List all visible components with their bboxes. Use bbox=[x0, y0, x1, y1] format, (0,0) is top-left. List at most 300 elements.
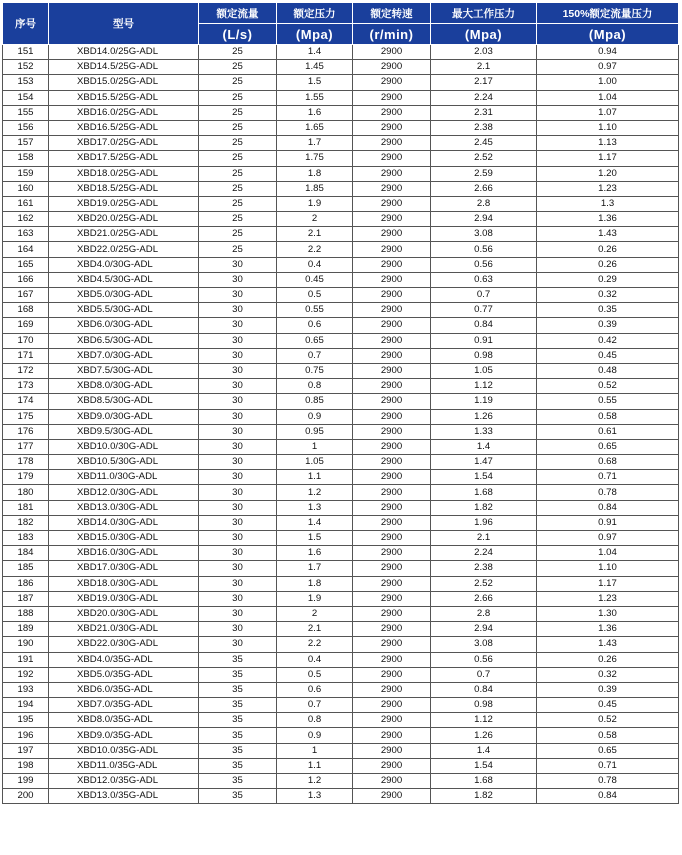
cell-pressure-150: 0.71 bbox=[537, 470, 679, 485]
cell-index: 173 bbox=[3, 379, 49, 394]
cell-speed: 2900 bbox=[353, 455, 431, 470]
cell-flow: 35 bbox=[199, 743, 277, 758]
cell-model: XBD11.0/30G-ADL bbox=[49, 470, 199, 485]
cell-max-pressure: 2.59 bbox=[431, 166, 537, 181]
table-row bbox=[3, 652, 679, 667]
cell-index: 199 bbox=[3, 774, 49, 789]
table-row bbox=[3, 272, 679, 287]
cell-pressure-150: 0.52 bbox=[537, 713, 679, 728]
cell-pressure: 2.1 bbox=[277, 227, 353, 242]
cell-speed: 2900 bbox=[353, 470, 431, 485]
cell-pressure: 1.3 bbox=[277, 789, 353, 804]
cell-pressure-150: 1.43 bbox=[537, 637, 679, 652]
cell-flow: 25 bbox=[199, 212, 277, 227]
cell-index: 200 bbox=[3, 789, 49, 804]
cell-index: 188 bbox=[3, 606, 49, 621]
cell-max-pressure: 1.54 bbox=[431, 758, 537, 773]
cell-pressure-150: 0.65 bbox=[537, 439, 679, 454]
table-row bbox=[3, 713, 679, 728]
cell-pressure: 0.65 bbox=[277, 333, 353, 348]
table-row bbox=[3, 60, 679, 75]
cell-index: 162 bbox=[3, 212, 49, 227]
cell-flow: 30 bbox=[199, 409, 277, 424]
cell-pressure: 2.2 bbox=[277, 637, 353, 652]
header-speed-unit: (r/min) bbox=[353, 24, 431, 45]
cell-pressure-150: 0.71 bbox=[537, 758, 679, 773]
cell-pressure: 1.8 bbox=[277, 166, 353, 181]
cell-model: XBD9.0/30G-ADL bbox=[49, 409, 199, 424]
cell-model: XBD10.5/30G-ADL bbox=[49, 455, 199, 470]
cell-model: XBD9.5/30G-ADL bbox=[49, 424, 199, 439]
cell-flow: 25 bbox=[199, 227, 277, 242]
cell-pressure: 0.45 bbox=[277, 272, 353, 287]
cell-flow: 25 bbox=[199, 151, 277, 166]
cell-speed: 2900 bbox=[353, 151, 431, 166]
cell-pressure-150: 0.35 bbox=[537, 303, 679, 318]
table-row bbox=[3, 424, 679, 439]
cell-index: 177 bbox=[3, 439, 49, 454]
cell-flow: 30 bbox=[199, 561, 277, 576]
cell-speed: 2900 bbox=[353, 652, 431, 667]
table-row bbox=[3, 212, 679, 227]
cell-flow: 30 bbox=[199, 470, 277, 485]
table-row bbox=[3, 75, 679, 90]
cell-max-pressure: 1.33 bbox=[431, 424, 537, 439]
cell-pressure: 0.7 bbox=[277, 348, 353, 363]
table-row bbox=[3, 455, 679, 470]
cell-speed: 2900 bbox=[353, 439, 431, 454]
cell-pressure: 1.5 bbox=[277, 531, 353, 546]
cell-flow: 25 bbox=[199, 105, 277, 120]
cell-pressure: 1 bbox=[277, 743, 353, 758]
cell-speed: 2900 bbox=[353, 606, 431, 621]
table-row bbox=[3, 576, 679, 591]
cell-max-pressure: 1.82 bbox=[431, 789, 537, 804]
cell-index: 181 bbox=[3, 500, 49, 515]
cell-index: 175 bbox=[3, 409, 49, 424]
table-row bbox=[3, 698, 679, 713]
cell-index: 174 bbox=[3, 394, 49, 409]
cell-flow: 30 bbox=[199, 546, 277, 561]
cell-pressure: 2 bbox=[277, 212, 353, 227]
cell-pressure-150: 0.78 bbox=[537, 774, 679, 789]
cell-index: 197 bbox=[3, 743, 49, 758]
cell-index: 158 bbox=[3, 151, 49, 166]
cell-max-pressure: 3.08 bbox=[431, 637, 537, 652]
cell-flow: 25 bbox=[199, 136, 277, 151]
table-row bbox=[3, 409, 679, 424]
cell-speed: 2900 bbox=[353, 531, 431, 546]
cell-index: 172 bbox=[3, 363, 49, 378]
cell-flow: 30 bbox=[199, 318, 277, 333]
cell-pressure: 1.4 bbox=[277, 45, 353, 60]
header-flow-label: 额定流量 bbox=[199, 3, 277, 24]
cell-index: 159 bbox=[3, 166, 49, 181]
table-row bbox=[3, 561, 679, 576]
cell-flow: 35 bbox=[199, 667, 277, 682]
cell-max-pressure: 0.56 bbox=[431, 257, 537, 272]
cell-pressure: 1.5 bbox=[277, 75, 353, 90]
cell-pressure: 1.3 bbox=[277, 500, 353, 515]
table-row bbox=[3, 181, 679, 196]
cell-pressure: 1.45 bbox=[277, 60, 353, 75]
header-flow-unit: (L/s) bbox=[199, 24, 277, 45]
cell-model: XBD17.0/30G-ADL bbox=[49, 561, 199, 576]
cell-model: XBD22.0/30G-ADL bbox=[49, 637, 199, 652]
cell-index: 166 bbox=[3, 272, 49, 287]
cell-index: 171 bbox=[3, 348, 49, 363]
cell-index: 170 bbox=[3, 333, 49, 348]
cell-pressure-150: 0.26 bbox=[537, 257, 679, 272]
cell-pressure-150: 0.84 bbox=[537, 789, 679, 804]
cell-model: XBD7.5/30G-ADL bbox=[49, 363, 199, 378]
cell-max-pressure: 0.98 bbox=[431, 348, 537, 363]
cell-model: XBD18.0/30G-ADL bbox=[49, 576, 199, 591]
header-speed-label: 额定转速 bbox=[353, 3, 431, 24]
cell-max-pressure: 1.19 bbox=[431, 394, 537, 409]
cell-pressure-150: 1.43 bbox=[537, 227, 679, 242]
cell-pressure-150: 0.55 bbox=[537, 394, 679, 409]
cell-speed: 2900 bbox=[353, 546, 431, 561]
cell-max-pressure: 0.7 bbox=[431, 288, 537, 303]
cell-index: 153 bbox=[3, 75, 49, 90]
cell-flow: 35 bbox=[199, 713, 277, 728]
cell-speed: 2900 bbox=[353, 409, 431, 424]
cell-pressure-150: 1.10 bbox=[537, 561, 679, 576]
cell-speed: 2900 bbox=[353, 75, 431, 90]
cell-max-pressure: 1.54 bbox=[431, 470, 537, 485]
cell-speed: 2900 bbox=[353, 363, 431, 378]
header-pressure-150-label: 150%额定流量压力 bbox=[537, 3, 679, 24]
header-pressure-unit: (Mpa) bbox=[277, 24, 353, 45]
cell-flow: 30 bbox=[199, 288, 277, 303]
cell-speed: 2900 bbox=[353, 758, 431, 773]
cell-index: 180 bbox=[3, 485, 49, 500]
cell-speed: 2900 bbox=[353, 713, 431, 728]
table-row bbox=[3, 606, 679, 621]
table-row bbox=[3, 379, 679, 394]
cell-model: XBD18.5/25G-ADL bbox=[49, 181, 199, 196]
header-model: 型号 bbox=[49, 3, 199, 45]
cell-pressure: 1.2 bbox=[277, 774, 353, 789]
cell-flow: 30 bbox=[199, 637, 277, 652]
cell-pressure-150: 0.52 bbox=[537, 379, 679, 394]
cell-flow: 30 bbox=[199, 439, 277, 454]
cell-max-pressure: 2.17 bbox=[431, 75, 537, 90]
cell-index: 198 bbox=[3, 758, 49, 773]
header-max-pressure-unit: (Mpa) bbox=[431, 24, 537, 45]
cell-speed: 2900 bbox=[353, 789, 431, 804]
cell-pressure: 1.8 bbox=[277, 576, 353, 591]
cell-pressure-150: 0.97 bbox=[537, 531, 679, 546]
cell-flow: 30 bbox=[199, 348, 277, 363]
cell-model: XBD10.0/30G-ADL bbox=[49, 439, 199, 454]
cell-index: 183 bbox=[3, 531, 49, 546]
cell-index: 157 bbox=[3, 136, 49, 151]
cell-flow: 25 bbox=[199, 166, 277, 181]
cell-pressure-150: 0.91 bbox=[537, 515, 679, 530]
cell-pressure: 0.5 bbox=[277, 667, 353, 682]
cell-flow: 35 bbox=[199, 758, 277, 773]
table-row bbox=[3, 120, 679, 135]
table-row bbox=[3, 546, 679, 561]
cell-pressure: 2 bbox=[277, 606, 353, 621]
cell-pressure-150: 1.04 bbox=[537, 90, 679, 105]
cell-model: XBD13.0/30G-ADL bbox=[49, 500, 199, 515]
cell-model: XBD17.0/25G-ADL bbox=[49, 136, 199, 151]
cell-speed: 2900 bbox=[353, 212, 431, 227]
cell-speed: 2900 bbox=[353, 318, 431, 333]
cell-flow: 30 bbox=[199, 272, 277, 287]
cell-max-pressure: 0.56 bbox=[431, 652, 537, 667]
cell-pressure-150: 0.42 bbox=[537, 333, 679, 348]
cell-model: XBD12.0/30G-ADL bbox=[49, 485, 199, 500]
cell-speed: 2900 bbox=[353, 424, 431, 439]
cell-pressure: 0.8 bbox=[277, 713, 353, 728]
cell-model: XBD19.0/25G-ADL bbox=[49, 196, 199, 211]
cell-index: 185 bbox=[3, 561, 49, 576]
cell-pressure: 1.1 bbox=[277, 470, 353, 485]
cell-model: XBD5.0/30G-ADL bbox=[49, 288, 199, 303]
cell-index: 190 bbox=[3, 637, 49, 652]
cell-flow: 30 bbox=[199, 394, 277, 409]
table-row bbox=[3, 257, 679, 272]
cell-flow: 25 bbox=[199, 60, 277, 75]
cell-flow: 30 bbox=[199, 485, 277, 500]
cell-model: XBD14.5/25G-ADL bbox=[49, 60, 199, 75]
cell-speed: 2900 bbox=[353, 379, 431, 394]
cell-speed: 2900 bbox=[353, 105, 431, 120]
cell-index: 192 bbox=[3, 667, 49, 682]
cell-index: 178 bbox=[3, 455, 49, 470]
cell-speed: 2900 bbox=[353, 728, 431, 743]
cell-pressure-150: 1.04 bbox=[537, 546, 679, 561]
cell-max-pressure: 0.77 bbox=[431, 303, 537, 318]
cell-pressure: 1.6 bbox=[277, 546, 353, 561]
cell-pressure: 0.55 bbox=[277, 303, 353, 318]
table-row bbox=[3, 667, 679, 682]
cell-model: XBD6.0/35G-ADL bbox=[49, 682, 199, 697]
cell-flow: 25 bbox=[199, 90, 277, 105]
cell-max-pressure: 0.84 bbox=[431, 318, 537, 333]
cell-model: XBD19.0/30G-ADL bbox=[49, 591, 199, 606]
cell-flow: 30 bbox=[199, 606, 277, 621]
cell-model: XBD4.0/35G-ADL bbox=[49, 652, 199, 667]
cell-index: 156 bbox=[3, 120, 49, 135]
cell-pressure-150: 1.20 bbox=[537, 166, 679, 181]
cell-flow: 30 bbox=[199, 303, 277, 318]
table-row bbox=[3, 105, 679, 120]
cell-pressure-150: 1.36 bbox=[537, 622, 679, 637]
cell-pressure-150: 0.68 bbox=[537, 455, 679, 470]
cell-model: XBD14.0/25G-ADL bbox=[49, 45, 199, 60]
table-row bbox=[3, 485, 679, 500]
cell-index: 184 bbox=[3, 546, 49, 561]
cell-flow: 35 bbox=[199, 682, 277, 697]
table-row bbox=[3, 166, 679, 181]
cell-speed: 2900 bbox=[353, 181, 431, 196]
cell-pressure-150: 1.23 bbox=[537, 591, 679, 606]
table-row bbox=[3, 622, 679, 637]
table-row bbox=[3, 682, 679, 697]
cell-model: XBD15.0/25G-ADL bbox=[49, 75, 199, 90]
header-max-pressure-label: 最大工作压力 bbox=[431, 3, 537, 24]
header-index: 序号 bbox=[3, 3, 49, 45]
cell-max-pressure: 2.1 bbox=[431, 60, 537, 75]
cell-flow: 25 bbox=[199, 120, 277, 135]
cell-max-pressure: 3.08 bbox=[431, 227, 537, 242]
cell-index: 182 bbox=[3, 515, 49, 530]
cell-pressure-150: 0.26 bbox=[537, 242, 679, 257]
cell-max-pressure: 2.66 bbox=[431, 181, 537, 196]
table-row bbox=[3, 515, 679, 530]
cell-model: XBD15.5/25G-ADL bbox=[49, 90, 199, 105]
cell-model: XBD11.0/35G-ADL bbox=[49, 758, 199, 773]
cell-flow: 25 bbox=[199, 45, 277, 60]
cell-flow: 30 bbox=[199, 622, 277, 637]
cell-index: 189 bbox=[3, 622, 49, 637]
cell-pressure-150: 0.65 bbox=[537, 743, 679, 758]
cell-model: XBD21.0/30G-ADL bbox=[49, 622, 199, 637]
cell-index: 163 bbox=[3, 227, 49, 242]
cell-model: XBD8.0/30G-ADL bbox=[49, 379, 199, 394]
cell-flow: 30 bbox=[199, 515, 277, 530]
cell-speed: 2900 bbox=[353, 591, 431, 606]
cell-pressure: 2.2 bbox=[277, 242, 353, 257]
cell-model: XBD16.0/25G-ADL bbox=[49, 105, 199, 120]
cell-pressure: 1.55 bbox=[277, 90, 353, 105]
cell-flow: 35 bbox=[199, 789, 277, 804]
cell-max-pressure: 0.84 bbox=[431, 682, 537, 697]
cell-max-pressure: 2.31 bbox=[431, 105, 537, 120]
cell-index: 165 bbox=[3, 257, 49, 272]
cell-pressure: 2.1 bbox=[277, 622, 353, 637]
cell-speed: 2900 bbox=[353, 90, 431, 105]
cell-flow: 35 bbox=[199, 652, 277, 667]
cell-speed: 2900 bbox=[353, 698, 431, 713]
cell-model: XBD5.5/30G-ADL bbox=[49, 303, 199, 318]
cell-pressure: 0.4 bbox=[277, 257, 353, 272]
cell-max-pressure: 1.68 bbox=[431, 774, 537, 789]
cell-pressure-150: 1.10 bbox=[537, 120, 679, 135]
cell-model: XBD20.0/30G-ADL bbox=[49, 606, 199, 621]
cell-max-pressure: 2.52 bbox=[431, 151, 537, 166]
cell-pressure-150: 1.07 bbox=[537, 105, 679, 120]
cell-speed: 2900 bbox=[353, 622, 431, 637]
table-row bbox=[3, 500, 679, 515]
cell-flow: 30 bbox=[199, 576, 277, 591]
cell-model: XBD5.0/35G-ADL bbox=[49, 667, 199, 682]
cell-max-pressure: 2.38 bbox=[431, 561, 537, 576]
cell-pressure: 0.9 bbox=[277, 728, 353, 743]
cell-model: XBD12.0/35G-ADL bbox=[49, 774, 199, 789]
cell-speed: 2900 bbox=[353, 667, 431, 682]
cell-speed: 2900 bbox=[353, 500, 431, 515]
cell-pressure-150: 1.30 bbox=[537, 606, 679, 621]
cell-max-pressure: 2.52 bbox=[431, 576, 537, 591]
cell-pressure: 0.75 bbox=[277, 363, 353, 378]
cell-index: 155 bbox=[3, 105, 49, 120]
header-pressure-150-unit: (Mpa) bbox=[537, 24, 679, 45]
cell-flow: 30 bbox=[199, 333, 277, 348]
cell-index: 187 bbox=[3, 591, 49, 606]
cell-speed: 2900 bbox=[353, 348, 431, 363]
cell-pressure: 1.2 bbox=[277, 485, 353, 500]
cell-model: XBD21.0/25G-ADL bbox=[49, 227, 199, 242]
cell-speed: 2900 bbox=[353, 227, 431, 242]
cell-index: 179 bbox=[3, 470, 49, 485]
cell-speed: 2900 bbox=[353, 637, 431, 652]
cell-index: 191 bbox=[3, 652, 49, 667]
cell-flow: 25 bbox=[199, 242, 277, 257]
table-body bbox=[3, 45, 679, 804]
cell-speed: 2900 bbox=[353, 272, 431, 287]
spec-table-container bbox=[2, 2, 678, 804]
header-pressure-label: 额定压力 bbox=[277, 3, 353, 24]
table-row bbox=[3, 90, 679, 105]
table-row bbox=[3, 531, 679, 546]
cell-speed: 2900 bbox=[353, 242, 431, 257]
cell-speed: 2900 bbox=[353, 576, 431, 591]
cell-max-pressure: 1.26 bbox=[431, 409, 537, 424]
cell-speed: 2900 bbox=[353, 120, 431, 135]
table-row bbox=[3, 333, 679, 348]
cell-pressure-150: 0.45 bbox=[537, 698, 679, 713]
cell-speed: 2900 bbox=[353, 196, 431, 211]
cell-pressure-150: 1.00 bbox=[537, 75, 679, 90]
table-row bbox=[3, 303, 679, 318]
cell-model: XBD9.0/35G-ADL bbox=[49, 728, 199, 743]
cell-max-pressure: 1.4 bbox=[431, 743, 537, 758]
cell-pressure-150: 0.58 bbox=[537, 728, 679, 743]
cell-speed: 2900 bbox=[353, 561, 431, 576]
cell-model: XBD16.5/25G-ADL bbox=[49, 120, 199, 135]
cell-model: XBD15.0/30G-ADL bbox=[49, 531, 199, 546]
cell-pressure-150: 0.32 bbox=[537, 667, 679, 682]
cell-pressure-150: 1.3 bbox=[537, 196, 679, 211]
cell-pressure-150: 1.36 bbox=[537, 212, 679, 227]
cell-index: 168 bbox=[3, 303, 49, 318]
cell-index: 196 bbox=[3, 728, 49, 743]
cell-pressure: 1.6 bbox=[277, 105, 353, 120]
table-row bbox=[3, 196, 679, 211]
cell-max-pressure: 0.91 bbox=[431, 333, 537, 348]
cell-max-pressure: 2.94 bbox=[431, 622, 537, 637]
cell-pressure-150: 1.13 bbox=[537, 136, 679, 151]
cell-model: XBD7.0/35G-ADL bbox=[49, 698, 199, 713]
cell-pressure: 1 bbox=[277, 439, 353, 454]
cell-flow: 30 bbox=[199, 379, 277, 394]
cell-max-pressure: 1.12 bbox=[431, 379, 537, 394]
cell-index: 186 bbox=[3, 576, 49, 591]
cell-pressure: 0.4 bbox=[277, 652, 353, 667]
cell-pressure: 1.75 bbox=[277, 151, 353, 166]
cell-max-pressure: 0.7 bbox=[431, 667, 537, 682]
cell-flow: 35 bbox=[199, 774, 277, 789]
cell-max-pressure: 2.45 bbox=[431, 136, 537, 151]
cell-model: XBD6.0/30G-ADL bbox=[49, 318, 199, 333]
table-row bbox=[3, 743, 679, 758]
cell-index: 154 bbox=[3, 90, 49, 105]
cell-index: 167 bbox=[3, 288, 49, 303]
cell-flow: 30 bbox=[199, 363, 277, 378]
cell-max-pressure: 1.05 bbox=[431, 363, 537, 378]
cell-flow: 35 bbox=[199, 698, 277, 713]
cell-pressure-150: 0.32 bbox=[537, 288, 679, 303]
table-row bbox=[3, 637, 679, 652]
cell-max-pressure: 2.24 bbox=[431, 90, 537, 105]
cell-flow: 30 bbox=[199, 455, 277, 470]
